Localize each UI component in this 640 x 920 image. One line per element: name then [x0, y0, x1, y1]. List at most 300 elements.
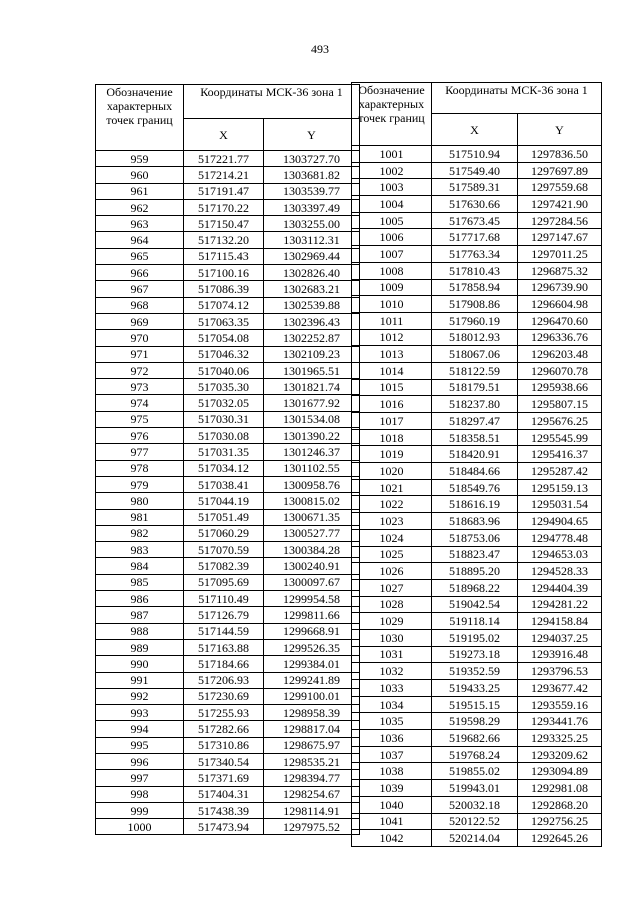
point-id-cell: 977	[96, 444, 184, 460]
x-coordinate-cell: 517404.31	[184, 786, 264, 802]
x-coordinate-cell: 517100.16	[184, 265, 264, 281]
point-id-cell: 964	[96, 232, 184, 248]
table-row	[96, 346, 360, 362]
x-coordinate-cell: 518753.06	[432, 529, 518, 546]
x-coordinate-cell: 517310.86	[184, 737, 264, 753]
point-id-cell: 1025	[352, 546, 432, 563]
table-row	[96, 199, 360, 215]
point-id-cell: 966	[96, 265, 184, 281]
table-row	[96, 688, 360, 704]
table-row	[96, 379, 360, 395]
point-id-cell: 1022	[352, 496, 432, 513]
y-coordinate-cell: 1302252.87	[264, 330, 360, 346]
point-id-cell: 976	[96, 428, 184, 444]
y-coordinate-cell: 1301390.22	[264, 428, 360, 444]
point-id-cell: 1038	[352, 763, 432, 780]
y-coordinate-cell: 1294037.25	[518, 629, 602, 646]
point-id-cell: 1012	[352, 329, 432, 346]
table-row	[352, 329, 602, 346]
table-row	[352, 830, 602, 847]
table-row	[352, 513, 602, 530]
table-row	[96, 411, 360, 427]
point-id-cell: 972	[96, 362, 184, 378]
y-coordinate-cell: 1301246.37	[264, 444, 360, 460]
point-id-cell: 995	[96, 737, 184, 753]
point-id-cell: 1042	[352, 830, 432, 847]
y-coordinate-cell: 1293325.25	[518, 730, 602, 747]
table-row	[352, 312, 602, 329]
point-id-cell: 1037	[352, 746, 432, 763]
x-coordinate-cell: 519118.14	[432, 613, 518, 630]
coordinates-table-right	[351, 82, 602, 847]
point-id-cell: 1032	[352, 663, 432, 680]
y-coordinate-cell: 1303727.70	[264, 151, 360, 167]
point-id-cell: 1015	[352, 379, 432, 396]
y-coordinate-cell: 1298114.91	[264, 802, 360, 818]
x-coordinate-cell: 517438.39	[184, 802, 264, 818]
x-coordinate-cell: 517046.32	[184, 346, 264, 362]
point-id-cell: 967	[96, 281, 184, 297]
y-coordinate-cell: 1296604.98	[518, 296, 602, 313]
x-coordinate-cell: 517150.47	[184, 216, 264, 232]
point-id-cell: 1023	[352, 513, 432, 530]
table-row	[96, 770, 360, 786]
table-row	[96, 705, 360, 721]
table-row	[352, 796, 602, 813]
table-row	[352, 479, 602, 496]
point-id-cell: 1035	[352, 713, 432, 730]
x-coordinate-cell: 520032.18	[432, 796, 518, 813]
y-coordinate-cell: 1293796.53	[518, 663, 602, 680]
table-row	[352, 346, 602, 363]
x-coordinate-cell: 517549.40	[432, 162, 518, 179]
table-row	[352, 212, 602, 229]
y-coordinate-cell: 1295807.15	[518, 396, 602, 413]
table-row	[352, 746, 602, 763]
y-coordinate-cell: 1293916.48	[518, 646, 602, 663]
point-id-cell: 980	[96, 493, 184, 509]
y-coordinate-cell: 1293441.76	[518, 713, 602, 730]
right-table-body	[352, 146, 602, 847]
table-row	[352, 429, 602, 446]
y-coordinate-cell: 1300240.91	[264, 558, 360, 574]
x-coordinate-cell: 519433.25	[432, 680, 518, 697]
y-coordinate-cell: 1298817.04	[264, 721, 360, 737]
point-id-cell: 982	[96, 525, 184, 541]
table-row	[96, 639, 360, 655]
point-id-cell: 1034	[352, 696, 432, 713]
table-row	[352, 196, 602, 213]
point-id-cell: 1003	[352, 179, 432, 196]
table-row	[96, 265, 360, 281]
table-row	[96, 786, 360, 802]
table-row	[96, 362, 360, 378]
table-row	[96, 395, 360, 411]
x-header: X	[432, 114, 518, 146]
x-coordinate-cell: 518616.19	[432, 496, 518, 513]
x-coordinate-cell: 517282.66	[184, 721, 264, 737]
point-id-cell: 971	[96, 346, 184, 362]
point-id-cell: 1039	[352, 780, 432, 797]
x-coordinate-cell: 517051.49	[184, 509, 264, 525]
x-coordinate-cell: 517340.54	[184, 753, 264, 769]
point-id-cell: 1019	[352, 446, 432, 463]
table-row	[96, 297, 360, 313]
table-row	[352, 362, 602, 379]
left-table-body	[96, 151, 360, 835]
y-coordinate-cell: 1297421.90	[518, 196, 602, 213]
coordinates-header: Координаты МСК-36 зона 1	[184, 85, 360, 119]
point-id-cell: 998	[96, 786, 184, 802]
x-coordinate-cell: 517473.94	[184, 819, 264, 835]
point-id-cell: 1021	[352, 479, 432, 496]
table-row	[96, 493, 360, 509]
y-coordinate-cell: 1299668.91	[264, 623, 360, 639]
y-coordinate-cell: 1295938.66	[518, 379, 602, 396]
x-coordinate-cell: 517230.69	[184, 688, 264, 704]
x-coordinate-cell: 517858.94	[432, 279, 518, 296]
y-coordinate-cell: 1296203.48	[518, 346, 602, 363]
y-coordinate-cell: 1299954.58	[264, 591, 360, 607]
x-coordinate-cell: 517044.19	[184, 493, 264, 509]
y-coordinate-cell: 1293094.89	[518, 763, 602, 780]
point-id-cell: 961	[96, 183, 184, 199]
y-coordinate-cell: 1292981.08	[518, 780, 602, 797]
y-coordinate-cell: 1297284.56	[518, 212, 602, 229]
table-row	[96, 248, 360, 264]
y-coordinate-cell: 1299241.89	[264, 672, 360, 688]
x-coordinate-cell: 519042.54	[432, 596, 518, 613]
table-row	[96, 151, 360, 167]
coordinates-table-left	[95, 84, 360, 835]
y-coordinate-cell: 1295545.99	[518, 429, 602, 446]
x-coordinate-cell: 517074.12	[184, 297, 264, 313]
point-id-cell: 970	[96, 330, 184, 346]
y-coordinate-cell: 1299526.35	[264, 639, 360, 655]
table-row	[96, 509, 360, 525]
table-row	[96, 574, 360, 590]
point-id-cell: 978	[96, 460, 184, 476]
table-row	[96, 232, 360, 248]
table-row	[352, 162, 602, 179]
y-coordinate-cell: 1294653.03	[518, 546, 602, 563]
table-row	[96, 656, 360, 672]
x-coordinate-cell: 517673.45	[432, 212, 518, 229]
y-coordinate-cell: 1294158.84	[518, 613, 602, 630]
point-id-cell: 999	[96, 802, 184, 818]
point-id-cell: 1008	[352, 262, 432, 279]
y-coordinate-cell: 1303681.82	[264, 167, 360, 183]
table-row	[352, 730, 602, 747]
x-coordinate-cell: 518012.93	[432, 329, 518, 346]
x-coordinate-cell: 519195.02	[432, 629, 518, 646]
table-row	[352, 713, 602, 730]
x-coordinate-cell: 517510.94	[432, 146, 518, 163]
table-row	[352, 279, 602, 296]
x-coordinate-cell: 519273.18	[432, 646, 518, 663]
table-row	[96, 476, 360, 492]
point-id-cell: 965	[96, 248, 184, 264]
point-id-cell: 974	[96, 395, 184, 411]
table-row	[352, 379, 602, 396]
table-row	[352, 529, 602, 546]
point-id-cell: 1004	[352, 196, 432, 213]
x-coordinate-cell: 518549.76	[432, 479, 518, 496]
y-header: Y	[264, 119, 360, 151]
point-id-cell: 963	[96, 216, 184, 232]
y-coordinate-cell: 1292645.26	[518, 830, 602, 847]
table-row	[352, 396, 602, 413]
y-coordinate-cell: 1302109.23	[264, 346, 360, 362]
x-coordinate-cell: 517126.79	[184, 607, 264, 623]
point-id-cell: 1041	[352, 813, 432, 830]
y-coordinate-cell: 1292868.20	[518, 796, 602, 813]
x-coordinate-cell: 517030.08	[184, 428, 264, 444]
y-coordinate-cell: 1295676.25	[518, 413, 602, 430]
y-coordinate-cell: 1293559.16	[518, 696, 602, 713]
x-coordinate-cell: 517960.19	[432, 312, 518, 329]
x-coordinate-cell: 518823.47	[432, 546, 518, 563]
point-id-cell: 1016	[352, 396, 432, 413]
y-coordinate-cell: 1297559.68	[518, 179, 602, 196]
y-coordinate-cell: 1302683.21	[264, 281, 360, 297]
y-coordinate-cell: 1298394.77	[264, 770, 360, 786]
x-coordinate-cell: 519682.66	[432, 730, 518, 747]
table-row	[352, 463, 602, 480]
table-row	[96, 721, 360, 737]
coordinates-header: Координаты МСК-36 зона 1	[432, 83, 602, 114]
x-coordinate-cell: 517038.41	[184, 476, 264, 492]
x-coordinate-cell: 517144.59	[184, 623, 264, 639]
point-id-cell: 1001	[352, 146, 432, 163]
point-id-cell: 989	[96, 639, 184, 655]
table-row	[352, 179, 602, 196]
y-coordinate-cell: 1295031.54	[518, 496, 602, 513]
point-id-cell: 1024	[352, 529, 432, 546]
point-id-cell: 1017	[352, 413, 432, 430]
x-coordinate-cell: 520214.04	[432, 830, 518, 847]
x-coordinate-cell: 519768.24	[432, 746, 518, 763]
table-row	[96, 183, 360, 199]
x-coordinate-cell: 517717.68	[432, 229, 518, 246]
x-coordinate-cell: 517115.43	[184, 248, 264, 264]
y-coordinate-cell: 1301534.08	[264, 411, 360, 427]
x-coordinate-cell: 518067.06	[432, 346, 518, 363]
x-coordinate-cell: 517082.39	[184, 558, 264, 574]
table-row	[352, 696, 602, 713]
table-row	[352, 646, 602, 663]
x-coordinate-cell: 517255.93	[184, 705, 264, 721]
y-coordinate-cell: 1295287.42	[518, 463, 602, 480]
x-coordinate-cell: 518968.22	[432, 579, 518, 596]
point-id-cell: 994	[96, 721, 184, 737]
y-coordinate-cell: 1294778.48	[518, 529, 602, 546]
point-id-cell: 1011	[352, 312, 432, 329]
table-row	[96, 672, 360, 688]
x-coordinate-cell: 518358.51	[432, 429, 518, 446]
x-coordinate-cell: 517132.20	[184, 232, 264, 248]
x-coordinate-cell: 518895.20	[432, 563, 518, 580]
x-coordinate-cell: 517163.88	[184, 639, 264, 655]
table-row	[96, 460, 360, 476]
table-row	[96, 819, 360, 835]
x-coordinate-cell: 519855.02	[432, 763, 518, 780]
y-coordinate-cell: 1298958.39	[264, 705, 360, 721]
point-id-cell: 1006	[352, 229, 432, 246]
x-coordinate-cell: 517035.30	[184, 379, 264, 395]
point-id-cell: 979	[96, 476, 184, 492]
y-coordinate-cell: 1297697.89	[518, 162, 602, 179]
table-row	[352, 629, 602, 646]
y-coordinate-cell: 1300527.77	[264, 525, 360, 541]
point-id-cell: 1027	[352, 579, 432, 596]
x-coordinate-cell: 517630.66	[432, 196, 518, 213]
point-id-cell: 1013	[352, 346, 432, 363]
x-coordinate-cell: 517221.77	[184, 151, 264, 167]
table-row	[352, 563, 602, 580]
x-coordinate-cell: 517763.34	[432, 246, 518, 263]
y-coordinate-cell: 1302826.40	[264, 265, 360, 281]
x-coordinate-cell: 519943.01	[432, 780, 518, 797]
point-id-cell: 973	[96, 379, 184, 395]
y-coordinate-cell: 1302969.44	[264, 248, 360, 264]
table-row	[352, 496, 602, 513]
x-coordinate-cell: 518484.66	[432, 463, 518, 480]
y-coordinate-cell: 1300671.35	[264, 509, 360, 525]
point-id-cell: 1005	[352, 212, 432, 229]
y-coordinate-cell: 1300958.76	[264, 476, 360, 492]
y-coordinate-cell: 1300384.28	[264, 542, 360, 558]
table-row	[352, 546, 602, 563]
point-id-cell: 1007	[352, 246, 432, 263]
x-coordinate-cell: 517086.39	[184, 281, 264, 297]
table-row	[96, 607, 360, 623]
point-id-cell: 990	[96, 656, 184, 672]
x-coordinate-cell: 517110.49	[184, 591, 264, 607]
y-coordinate-cell: 1303255.00	[264, 216, 360, 232]
point-id-cell: 962	[96, 199, 184, 215]
y-coordinate-cell: 1300097.67	[264, 574, 360, 590]
y-coordinate-cell: 1298535.21	[264, 753, 360, 769]
y-coordinate-cell: 1303397.49	[264, 199, 360, 215]
y-coordinate-cell: 1297011.25	[518, 246, 602, 263]
x-coordinate-cell: 517060.29	[184, 525, 264, 541]
x-coordinate-cell: 518237.80	[432, 396, 518, 413]
table-row	[352, 613, 602, 630]
point-id-cell: 968	[96, 297, 184, 313]
point-id-cell: 960	[96, 167, 184, 183]
x-coordinate-cell: 517032.05	[184, 395, 264, 411]
y-coordinate-cell: 1298254.67	[264, 786, 360, 802]
point-id-cell: 1010	[352, 296, 432, 313]
point-id-cell: 1014	[352, 362, 432, 379]
y-coordinate-cell: 1299811.66	[264, 607, 360, 623]
y-coordinate-cell: 1297975.52	[264, 819, 360, 835]
table-row	[96, 753, 360, 769]
y-coordinate-cell: 1301677.92	[264, 395, 360, 411]
x-coordinate-cell: 517191.47	[184, 183, 264, 199]
x-coordinate-cell: 517054.08	[184, 330, 264, 346]
point-id-cell: 983	[96, 542, 184, 558]
table-row	[96, 558, 360, 574]
x-coordinate-cell: 518122.59	[432, 362, 518, 379]
point-id-cell: 997	[96, 770, 184, 786]
table-row	[352, 579, 602, 596]
table-row	[352, 296, 602, 313]
y-coordinate-cell: 1298675.97	[264, 737, 360, 753]
point-id-cell: 985	[96, 574, 184, 590]
table-row	[96, 428, 360, 444]
point-id-cell: 988	[96, 623, 184, 639]
y-coordinate-cell: 1303539.77	[264, 183, 360, 199]
y-coordinate-cell: 1302396.43	[264, 313, 360, 329]
y-coordinate-cell: 1296875.32	[518, 262, 602, 279]
table-row	[352, 763, 602, 780]
y-coordinate-cell: 1301821.74	[264, 379, 360, 395]
table-row	[96, 542, 360, 558]
x-coordinate-cell: 520122.52	[432, 813, 518, 830]
y-coordinate-cell: 1294404.39	[518, 579, 602, 596]
y-coordinate-cell: 1296336.76	[518, 329, 602, 346]
x-coordinate-cell: 518297.47	[432, 413, 518, 430]
y-coordinate-cell: 1296070.78	[518, 362, 602, 379]
y-coordinate-cell: 1299100.01	[264, 688, 360, 704]
point-id-cell: 981	[96, 509, 184, 525]
x-coordinate-cell: 518683.96	[432, 513, 518, 530]
table-row	[96, 525, 360, 541]
point-id-cell: 1033	[352, 680, 432, 697]
page-number: 493	[311, 42, 329, 56]
point-id-cell: 969	[96, 313, 184, 329]
table-row	[96, 330, 360, 346]
x-coordinate-cell: 517031.35	[184, 444, 264, 460]
point-id-cell: 996	[96, 753, 184, 769]
point-id-cell: 984	[96, 558, 184, 574]
x-coordinate-cell: 517810.43	[432, 262, 518, 279]
point-id-cell: 1018	[352, 429, 432, 446]
y-coordinate-cell: 1302539.88	[264, 297, 360, 313]
x-coordinate-cell: 517070.59	[184, 542, 264, 558]
point-id-cell: 959	[96, 151, 184, 167]
x-coordinate-cell: 519515.15	[432, 696, 518, 713]
point-id-cell: 1036	[352, 730, 432, 747]
x-coordinate-cell: 517206.93	[184, 672, 264, 688]
x-coordinate-cell: 517030.31	[184, 411, 264, 427]
table-row	[352, 813, 602, 830]
point-id-cell: 1040	[352, 796, 432, 813]
point-id-cell: 1031	[352, 646, 432, 663]
x-coordinate-cell: 517034.12	[184, 460, 264, 476]
point-id-cell: 1026	[352, 563, 432, 580]
x-coordinate-cell: 517184.66	[184, 656, 264, 672]
point-id-cell: 1029	[352, 613, 432, 630]
y-coordinate-cell: 1294528.33	[518, 563, 602, 580]
point-id-cell: 1002	[352, 162, 432, 179]
x-coordinate-cell: 517063.35	[184, 313, 264, 329]
x-coordinate-cell: 517589.31	[432, 179, 518, 196]
point-id-cell: 1028	[352, 596, 432, 613]
y-coordinate-cell: 1297147.67	[518, 229, 602, 246]
point-id-cell: 1009	[352, 279, 432, 296]
y-coordinate-cell: 1299384.01	[264, 656, 360, 672]
table-row	[96, 167, 360, 183]
y-coordinate-cell: 1294281.22	[518, 596, 602, 613]
table-row	[96, 737, 360, 753]
y-coordinate-cell: 1292756.25	[518, 813, 602, 830]
point-id-cell: 1020	[352, 463, 432, 480]
x-header: X	[184, 119, 264, 151]
y-coordinate-cell: 1301102.55	[264, 460, 360, 476]
